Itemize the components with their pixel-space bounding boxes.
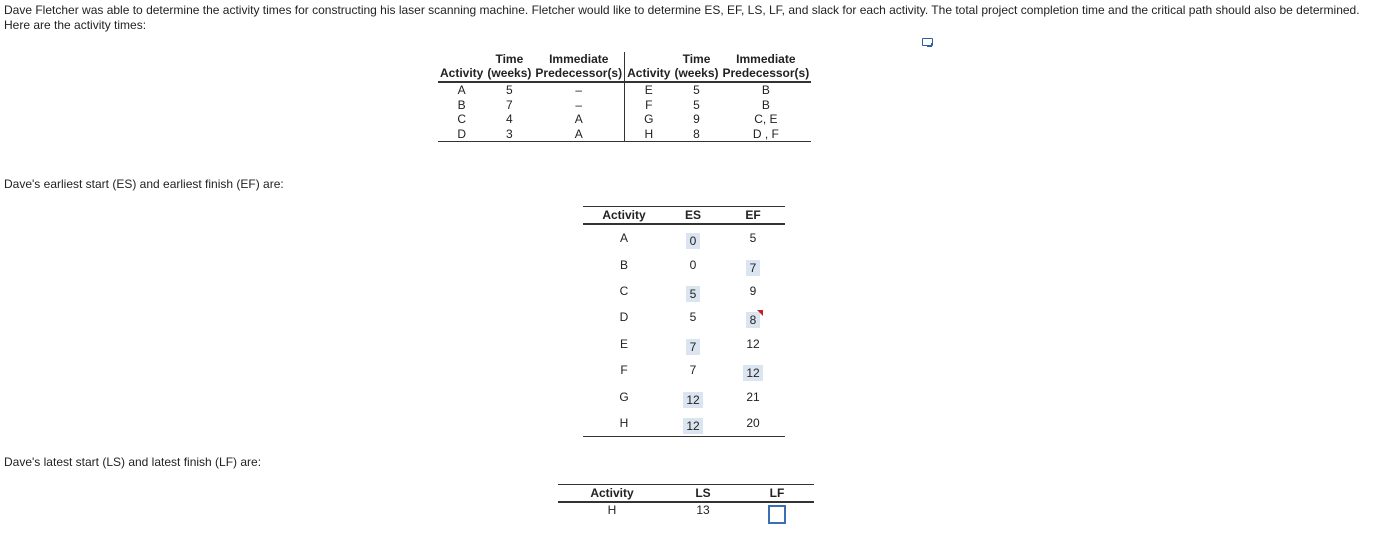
ef-answer-flagged[interactable]: 8 [746, 312, 760, 328]
table-row [583, 224, 785, 251]
time-cell: 5 [506, 83, 513, 97]
activity-cell: F [620, 363, 628, 378]
ef-cell: 5 [749, 231, 757, 246]
activity-cell: E [619, 336, 628, 351]
ls-lf-table [558, 484, 814, 522]
es-cell [665, 410, 721, 437]
time-cell: 5 [693, 83, 700, 97]
header-activity: Activity [583, 207, 665, 225]
ef-cell [721, 304, 785, 330]
es-answer[interactable]: 12 [683, 418, 702, 434]
ef-answer[interactable]: 12 [743, 365, 762, 381]
activity-cell: F [625, 98, 673, 113]
ls-cell: 13 [696, 503, 710, 517]
header-predecessors-2: Immediate Predecessor(s) [722, 52, 810, 80]
predecessor-cell: D , F [752, 126, 779, 141]
activity-cell: B [457, 97, 466, 112]
problem-statement: Dave Fletcher was able to determine the activity times for constructing his laser scanning machine. Fletcher would like to determine ES, EF, LS, LF, and slack for each activity. The total project completion time and the critical path should also be determined. Here are the activity times: [4, 3, 1360, 32]
predecessor-cell: A [574, 112, 583, 126]
time-cell: 4 [506, 112, 513, 126]
table-row [583, 251, 785, 277]
time-cell: 7 [506, 97, 513, 112]
activity-cell: E [625, 82, 673, 98]
predecessor-cell: B [761, 97, 770, 112]
activity-cell: A [619, 231, 628, 246]
header-lf: LF [740, 485, 814, 503]
table-row [583, 304, 785, 330]
table-row [438, 112, 811, 127]
activity-cell: D [619, 310, 629, 325]
activity-cell: G [625, 112, 673, 127]
activity-cell: C [457, 112, 467, 126]
es-cell [665, 224, 721, 251]
table-row [438, 127, 811, 142]
table-row [438, 98, 811, 113]
header-activity: Activity [438, 52, 485, 82]
header-activity: Activity [558, 485, 666, 503]
table-row [583, 357, 785, 383]
es-answer[interactable]: 0 [686, 233, 700, 249]
ef-cell: 21 [746, 389, 760, 404]
table-row [583, 410, 785, 437]
activity-cell: H [607, 503, 617, 517]
predecessor-cell: B [761, 83, 770, 97]
ef-cell [721, 251, 785, 277]
header-time-2: Time (weeks) [674, 52, 719, 80]
activity-cell: C [619, 283, 629, 298]
es-answer[interactable]: 5 [686, 286, 700, 302]
ef-cell: 20 [746, 415, 760, 430]
ls-lf-label: Dave's latest start (LS) and latest finish (LF) are: [4, 455, 262, 469]
es-cell: 7 [689, 363, 697, 378]
header-time: Time (weeks) [487, 52, 532, 80]
activity-cell: A [457, 83, 466, 97]
time-cell: 5 [693, 97, 700, 112]
es-cell: 0 [689, 257, 697, 272]
es-answer[interactable]: 7 [686, 339, 700, 355]
predecessor-cell: A [574, 126, 583, 141]
header-predecessors: Immediate Predecessor(s) [533, 52, 624, 82]
table-row [583, 278, 785, 304]
header-ls: LS [666, 485, 740, 503]
table-row [583, 331, 785, 357]
es-cell [665, 383, 721, 409]
time-cell: 9 [693, 112, 700, 126]
expand-table-icon[interactable] [922, 38, 933, 46]
ef-cell [721, 357, 785, 383]
es-answer[interactable]: 12 [683, 392, 702, 408]
header-es: ES [665, 207, 721, 225]
header-activity-2: Activity [625, 52, 673, 82]
lf-answer-input[interactable] [768, 505, 786, 524]
predecessor-cell: C, E [754, 112, 778, 126]
predecessor-cell: – [575, 97, 583, 112]
time-cell: 8 [693, 126, 700, 141]
activity-cell: H [625, 127, 673, 142]
ef-answer[interactable]: 7 [746, 260, 760, 276]
ef-cell: 9 [749, 283, 757, 298]
activity-cell: G [619, 389, 629, 404]
predecessor-cell: – [575, 83, 583, 97]
ef-cell: 12 [746, 336, 760, 351]
activity-cell: H [619, 415, 629, 430]
table-row [558, 502, 814, 522]
time-cell: 3 [506, 126, 513, 141]
es-cell [665, 278, 721, 304]
activity-cell: D [457, 126, 467, 141]
activity-cell: B [619, 257, 628, 272]
table-row [583, 383, 785, 409]
es-cell [665, 331, 721, 357]
es-cell: 5 [689, 310, 697, 325]
es-ef-label: Dave's earliest start (ES) and earliest finish (EF) are: [4, 177, 284, 191]
activity-times-table [438, 52, 811, 142]
table-row [438, 82, 811, 98]
es-ef-table [583, 206, 785, 437]
lf-cell [740, 502, 814, 522]
header-ef: EF [721, 207, 785, 225]
